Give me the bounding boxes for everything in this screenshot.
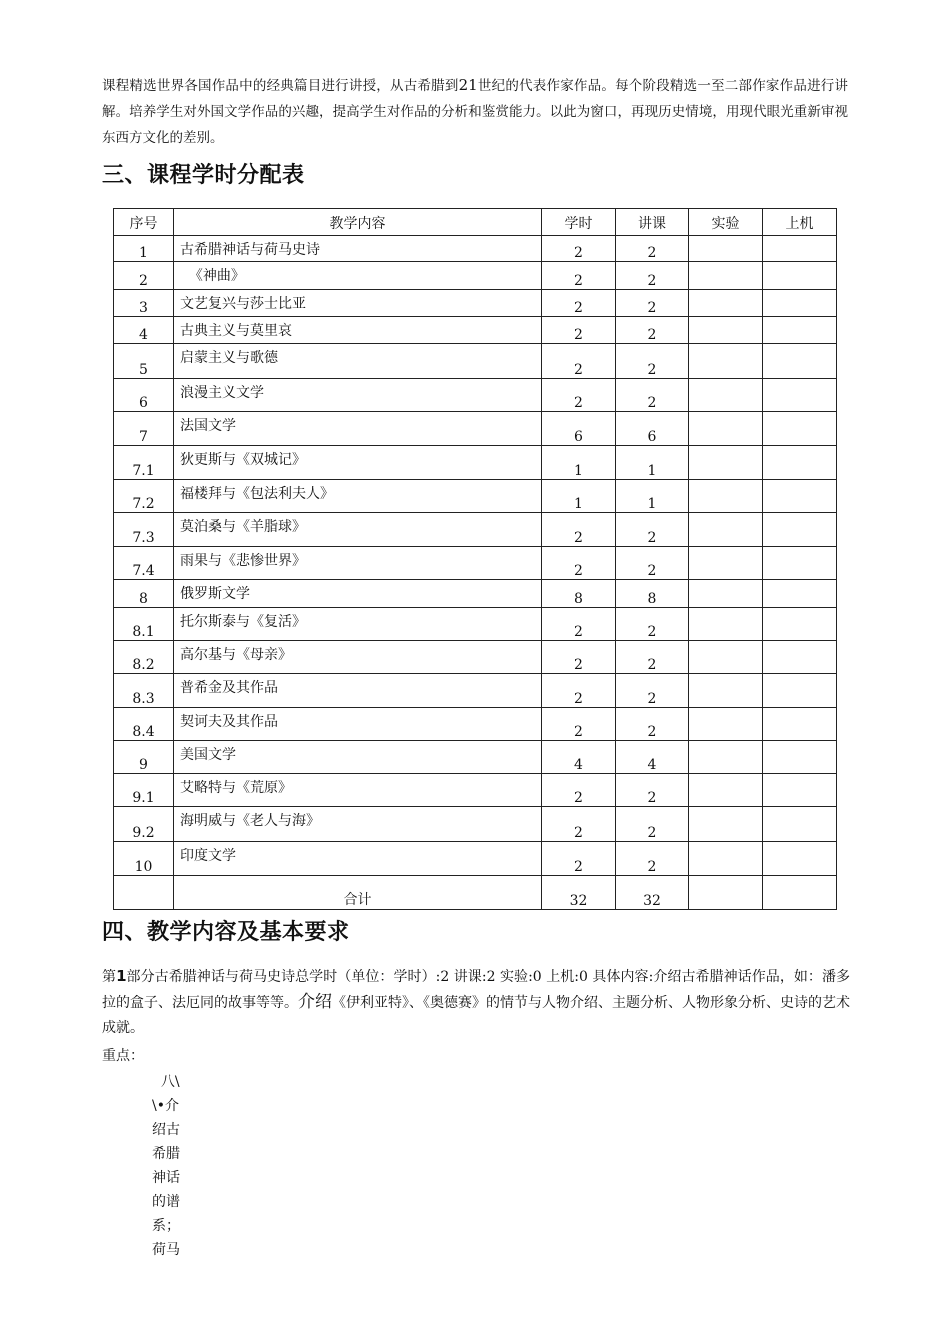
total-computer [763, 876, 837, 910]
part-prefix: 第 [102, 969, 117, 985]
row-number: 5 [114, 344, 174, 379]
row-lecture: 1 [616, 480, 689, 513]
row-lecture: 2 [616, 236, 689, 262]
row-content: 古希腊神话与荷马史诗 [174, 236, 542, 262]
table-row [114, 236, 837, 262]
row-number: 3 [114, 290, 174, 317]
row-lecture: 2 [616, 290, 689, 317]
row-computer [763, 708, 837, 741]
part-text-2: 《伊利亚特》、《奥德赛》的情节与人物介绍、主题分析、人物形象分析、史诗的艺术成就。 [102, 995, 850, 1036]
row-content: 莫泊桑与《羊脂球》 [174, 513, 542, 547]
table-row [114, 262, 837, 290]
row-lab [689, 480, 763, 513]
row-computer [763, 262, 837, 290]
total-lecture: 32 [616, 876, 689, 910]
row-content: 托尔斯泰与《复活》 [174, 608, 542, 641]
table-row [114, 412, 837, 446]
vertical-text-line: 神话 [152, 1170, 180, 1186]
row-hours: 2 [542, 317, 616, 344]
table-row [114, 547, 837, 580]
row-content: 古典主义与莫里哀 [174, 317, 542, 344]
row-hours: 2 [542, 344, 616, 379]
row-lecture: 2 [616, 317, 689, 344]
row-content: 普希金及其作品 [174, 674, 542, 708]
row-number: 10 [114, 842, 174, 876]
row-lab [689, 317, 763, 344]
intro-century-number: 21 [458, 76, 478, 94]
row-content: 俄罗斯文学 [174, 580, 542, 608]
intro-paragraph [102, 72, 848, 151]
row-computer [763, 446, 837, 480]
intro-text-1: 课程精选世界各国作品中的经典篇目进行讲授，从古希腊到 [102, 78, 459, 94]
row-computer [763, 513, 837, 547]
row-number: 8.1 [114, 608, 174, 641]
table-row [114, 379, 837, 412]
row-lab [689, 741, 763, 774]
table-total-row [114, 876, 837, 910]
row-number: 7.3 [114, 513, 174, 547]
row-number: 4 [114, 317, 174, 344]
vertical-text-line: 系； [152, 1218, 180, 1234]
row-lab [689, 708, 763, 741]
row-number: 6 [114, 379, 174, 412]
table-row [114, 842, 837, 876]
header-computer: 上机 [763, 209, 837, 236]
row-hours: 2 [542, 842, 616, 876]
table-row [114, 674, 837, 708]
row-lecture: 2 [616, 379, 689, 412]
row-content: 狄更斯与《双城记》 [174, 446, 542, 480]
vertical-text-line: 希腊 [152, 1146, 180, 1162]
table-row [114, 317, 837, 344]
row-computer [763, 608, 837, 641]
row-lecture: 1 [616, 446, 689, 480]
vertical-text-line: 绍古 [152, 1122, 180, 1138]
header-lecture: 讲课 [616, 209, 689, 236]
row-content: 福楼拜与《包法利夫人》 [174, 480, 542, 513]
row-lab [689, 236, 763, 262]
total-lab [689, 876, 763, 910]
row-lab [689, 807, 763, 842]
row-computer [763, 641, 837, 674]
row-number: 7.1 [114, 446, 174, 480]
row-content: 高尔基与《母亲》 [174, 641, 542, 674]
row-lab [689, 608, 763, 641]
section-3-heading: 三、课程学时分配表 [102, 163, 305, 188]
part-1-paragraph [102, 964, 850, 1041]
row-hours: 6 [542, 412, 616, 446]
row-hours: 2 [542, 236, 616, 262]
row-hours: 2 [542, 379, 616, 412]
row-number: 1 [114, 236, 174, 262]
row-computer [763, 774, 837, 807]
row-lab [689, 290, 763, 317]
row-lab [689, 580, 763, 608]
section-4-heading: 四、教学内容及基本要求 [102, 920, 350, 945]
row-content: 美国文学 [174, 741, 542, 774]
row-content: 《神曲》 [174, 262, 542, 290]
row-content: 文艺复兴与莎士比亚 [174, 290, 542, 317]
part-text-1: 部分古希腊神话与荷马史诗总学时（单位：学时）:2 讲课:2 实验:0 上机:0 具体内容:介绍古希腊神话作品，如：潘多拉的盒子、法厄同的故事等等。 [102, 969, 851, 1011]
vertical-text-line: 的谱 [152, 1194, 180, 1210]
row-hours: 1 [542, 446, 616, 480]
row-computer [763, 580, 837, 608]
row-lab [689, 344, 763, 379]
table-row [114, 741, 837, 774]
vertical-text-line: 八\ [152, 1074, 180, 1090]
row-lecture: 2 [616, 641, 689, 674]
table-row [114, 290, 837, 317]
row-lab [689, 412, 763, 446]
row-content: 雨果与《悲惨世界》 [174, 547, 542, 580]
row-lab [689, 446, 763, 480]
row-lab [689, 513, 763, 547]
row-lecture: 2 [616, 513, 689, 547]
key-points-label: 重点： [102, 1048, 144, 1064]
row-content: 法国文学 [174, 412, 542, 446]
row-number: 9.2 [114, 807, 174, 842]
table-row [114, 774, 837, 807]
table-row [114, 641, 837, 674]
row-hours: 2 [542, 290, 616, 317]
row-lab [689, 674, 763, 708]
row-number: 7 [114, 412, 174, 446]
row-hours: 2 [542, 641, 616, 674]
row-lab [689, 641, 763, 674]
row-lecture: 2 [616, 344, 689, 379]
intro-text-2: 世纪的代表作家作品。每个阶段精选一至二部作家作品进行讲解。培养学生对外国文学作品的兴趣，提高学生对作品的分析和鉴赏能力。以此为窗口，再现历史情境，用现代眼光重新审视东西方文化的差别。 [102, 78, 849, 146]
row-number: 7.4 [114, 547, 174, 580]
table-row [114, 708, 837, 741]
vertical-text-line: 荷马 [152, 1242, 180, 1258]
row-computer [763, 290, 837, 317]
row-lab [689, 547, 763, 580]
row-content: 启蒙主义与歌德 [174, 344, 542, 379]
row-number: 8 [114, 580, 174, 608]
total-hours: 32 [542, 876, 616, 910]
row-computer [763, 741, 837, 774]
row-hours: 4 [542, 741, 616, 774]
row-lab [689, 842, 763, 876]
key-points-vertical-text [152, 1070, 188, 1262]
row-content: 艾略特与《荒原》 [174, 774, 542, 807]
row-computer [763, 344, 837, 379]
table-row [114, 344, 837, 379]
row-lecture: 2 [616, 608, 689, 641]
row-computer [763, 547, 837, 580]
total-label: 合计 [174, 876, 542, 910]
row-hours: 2 [542, 807, 616, 842]
part-number: 1 [116, 967, 127, 985]
table-header-row [114, 209, 837, 236]
row-hours: 2 [542, 708, 616, 741]
row-number: 9 [114, 741, 174, 774]
part-text-emphasis: 介绍 [298, 992, 332, 1012]
row-lecture: 2 [616, 547, 689, 580]
row-hours: 2 [542, 262, 616, 290]
row-computer [763, 412, 837, 446]
row-content: 印度文学 [174, 842, 542, 876]
row-lecture: 6 [616, 412, 689, 446]
row-content: 海明威与《老人与海》 [174, 807, 542, 842]
table-row [114, 580, 837, 608]
row-lab [689, 262, 763, 290]
row-computer [763, 480, 837, 513]
table-row [114, 446, 837, 480]
row-hours: 8 [542, 580, 616, 608]
row-computer [763, 842, 837, 876]
row-lecture: 2 [616, 842, 689, 876]
header-content: 教学内容 [174, 209, 542, 236]
total-no-cell [114, 876, 174, 910]
row-content: 契诃夫及其作品 [174, 708, 542, 741]
vertical-text-line: \•介 [152, 1098, 179, 1114]
row-hours: 2 [542, 513, 616, 547]
row-number: 2 [114, 262, 174, 290]
table-row [114, 608, 837, 641]
row-lecture: 2 [616, 708, 689, 741]
row-computer [763, 317, 837, 344]
row-lecture: 2 [616, 674, 689, 708]
row-hours: 2 [542, 547, 616, 580]
row-number: 7.2 [114, 480, 174, 513]
row-lecture: 8 [616, 580, 689, 608]
row-content: 浪漫主义文学 [174, 379, 542, 412]
table-row [114, 807, 837, 842]
table-row [114, 480, 837, 513]
row-hours: 2 [542, 774, 616, 807]
row-number: 8.2 [114, 641, 174, 674]
row-hours: 2 [542, 608, 616, 641]
row-lecture: 2 [616, 807, 689, 842]
row-hours: 1 [542, 480, 616, 513]
row-hours: 2 [542, 674, 616, 708]
row-computer [763, 379, 837, 412]
row-computer [763, 236, 837, 262]
row-computer [763, 807, 837, 842]
row-computer [763, 674, 837, 708]
header-lab: 实验 [689, 209, 763, 236]
table-row [114, 513, 837, 547]
row-lab [689, 774, 763, 807]
row-lecture: 4 [616, 741, 689, 774]
row-lecture: 2 [616, 262, 689, 290]
header-no: 序号 [114, 209, 174, 236]
header-hours: 学时 [542, 209, 616, 236]
row-number: 9.1 [114, 774, 174, 807]
course-hours-table [113, 208, 837, 910]
row-number: 8.4 [114, 708, 174, 741]
row-lab [689, 379, 763, 412]
row-lecture: 2 [616, 774, 689, 807]
row-number: 8.3 [114, 674, 174, 708]
